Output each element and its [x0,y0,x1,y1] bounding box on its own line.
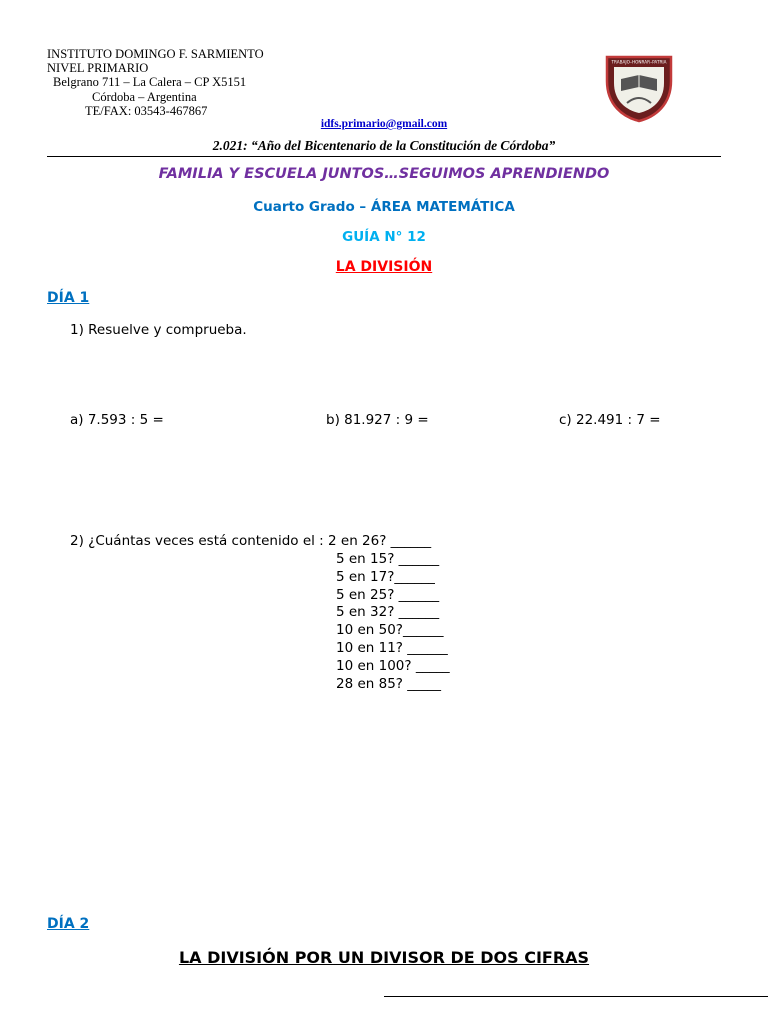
school-level: NIVEL PRIMARIO [47,61,149,76]
family-heading: FAMILIA Y ESCUELA JUNTOS…SEGUIMOS APRENDIENDO [158,166,610,182]
exercise1-item-c: c) 22.491 : 7 = [559,412,661,428]
list-item: 5 en 25? ______ [336,586,440,603]
header-divider [47,156,721,157]
list-item: 10 en 11? ______ [336,639,448,656]
list-item: 10 en 50?______ [336,622,444,639]
school-header [47,47,264,118]
grade-heading: Cuarto Grado – ÁREA MATEMÁTICA [253,199,515,215]
school-city: Córdoba – Argentina [92,89,197,104]
exercise1-instruction: 1) Resuelve y comprueba. [70,322,247,338]
school-address: Belgrano 711 – La Calera – CP X5151 [53,75,247,90]
list-item: 28 en 85? _____ [336,675,442,692]
list-item: 10 en 100? _____ [336,657,450,674]
school-crest-logo [605,55,673,123]
exercise1-item-a: a) 7.593 : 5 = [70,412,164,428]
exercise2-instruction: 2) ¿Cuántas veces está contenido el : 2 en 26? ______ [70,533,432,549]
school-name: INSTITUTO DOMINGO F. SARMIENTO [47,47,264,61]
year-motto: 2.021: “Año del Bicentenario de la Constitución de Córdoba” [212,138,556,153]
day2-title: LA DIVISIÓN POR UN DIVISOR DE DOS CIFRAS [178,948,590,967]
crest-motto: TRABAJO–HONRAR–PATRIA [611,59,667,65]
day1-label: DÍA 1 [47,290,90,306]
school-phone: TE/FAX: 03543-467867 [85,103,208,118]
school-email-link[interactable]: idfs.primario@gmail.com [320,118,448,130]
exercise1-item-b: b) 81.927 : 9 = [326,412,429,428]
topic-heading: LA DIVISIÓN [335,259,433,275]
list-item: 5 en 15? ______ [336,551,440,567]
answer-line [384,996,768,997]
list-item: 5 en 17?______ [336,568,435,585]
guide-heading: GUÍA N° 12 [342,229,426,245]
day2-label: DÍA 2 [47,916,90,932]
exercise2-list [336,551,450,693]
list-item: 5 en 32? ______ [336,604,440,621]
